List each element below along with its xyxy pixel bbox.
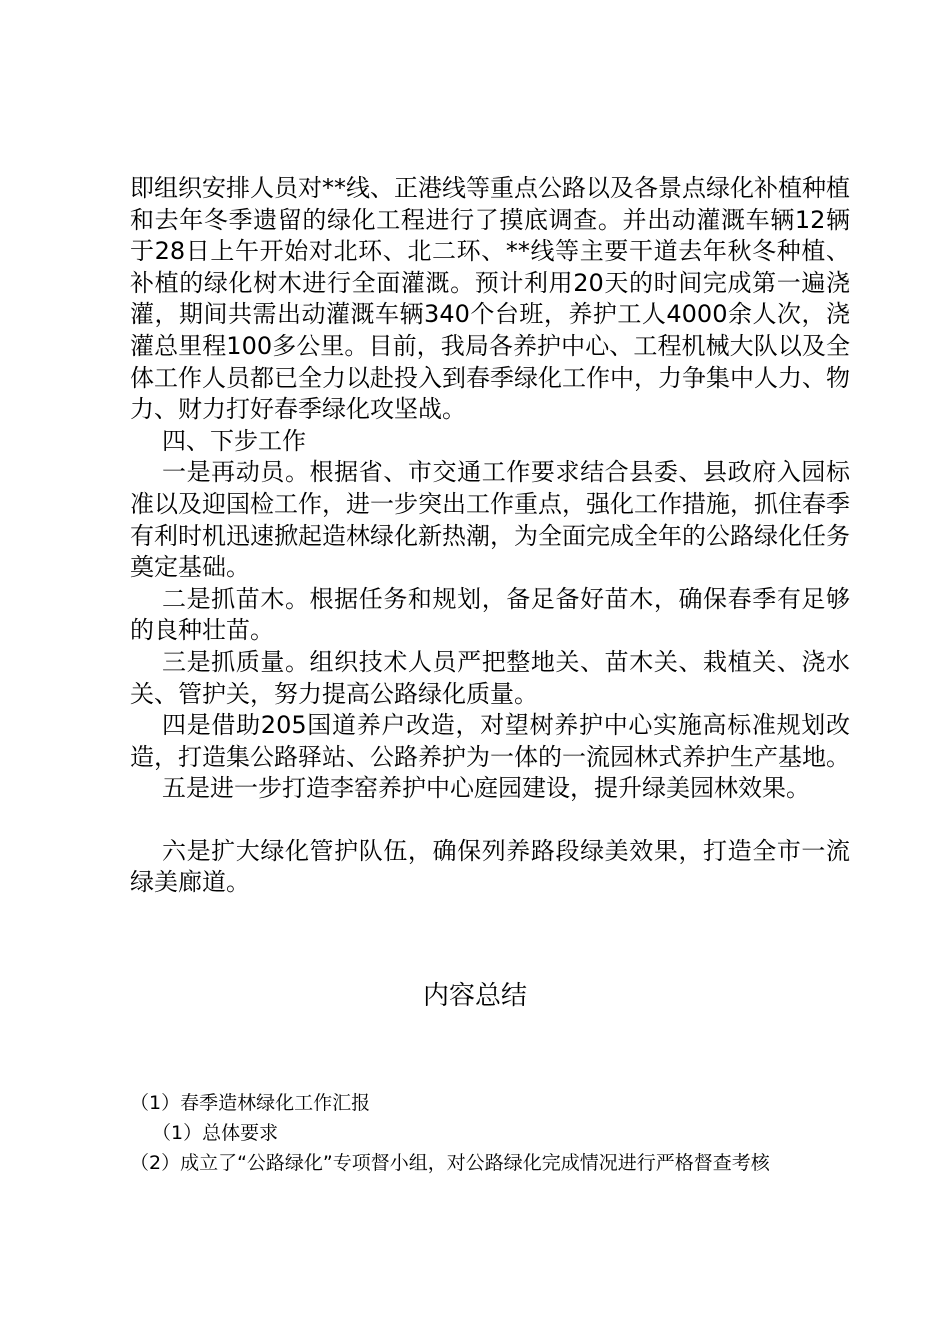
work-item-3: 三是抓质量。组织技术人员严把整地关、苗木关、栽植关、浇水关、管护关，努力提高公路绿化质量。 bbox=[130, 647, 850, 708]
section-heading: 四、下步工作 bbox=[162, 426, 306, 455]
paragraph-continuation: 即组织安排人员对**线、正港线等重点公路以及各景点绿化补植种植和去年冬季遗留的绿化工程进行了摸底调查。并出动灌溉车辆12辆于28日上午开始对北环、北二环、**线等主要干道去年秋冬种植、补植的绿化树木进行全面灌溉。预计利用20天的时间完成第一遍浇灌，期间共需出动灌溉车辆340个台班，养护工人4000余人次，浇灌总里程100多公里。目前，我局各养护中心、工程机械大队以及全体工作人员都已全力以赴投入到春季绿化工作中，力争集中人力、物力、财力打好春季绿化攻坚战。 bbox=[130, 174, 850, 424]
summary-entry: （2）成立了“公路绿化”专项督小组，对公路绿化完成情况进行严格督查考核 bbox=[130, 1152, 770, 1174]
work-item-5: 五是进一步打造李窑养护中心庭园建设，提升绿美园林效果。 bbox=[162, 774, 810, 803]
work-item-1: 一是再动员。根据省、市交通工作要求结合县委、县政府入园标准以及迎国检工作，进一步突出工作重点，强化工作措施，抓住春季有利时机迅速掀起造林绿化新热潮，为全面完成全年的公路绿化任务奠定基础。 bbox=[130, 458, 850, 582]
summary-entry: （1）总体要求 bbox=[152, 1122, 279, 1144]
summary-entry: （1）春季造林绿化工作汇报 bbox=[130, 1092, 371, 1114]
work-item-2: 二是抓苗木。根据任务和规划，备足备好苗木，确保春季有足够的良种壮苗。 bbox=[130, 584, 850, 645]
paragraph-gap bbox=[130, 805, 850, 836]
work-item-4: 四是借助205国道养户改造，对望树养护中心实施高标准规划改造，打造集公路驿站、公路养护为一体的一流园林式养护生产基地。 bbox=[130, 711, 850, 771]
summary-title: 内容总结 bbox=[422, 981, 527, 1011]
work-item-6: 六是扩大绿化管护队伍，确保列养路段绿美效果，打造全市一流绿美廊道。 bbox=[130, 836, 850, 897]
document-body bbox=[130, 173, 850, 899]
summary-list bbox=[130, 1088, 860, 1178]
